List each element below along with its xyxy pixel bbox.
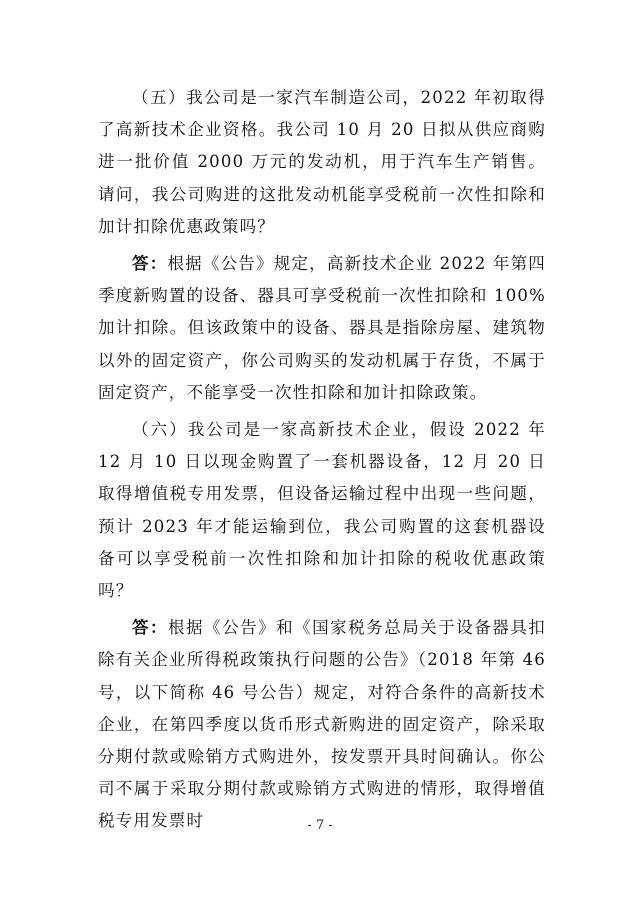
paragraph-text: 根据《公告》规定，高新技术企业 2022 年第四季度新购置的设备、器具可享受税前一次性扣除和 100%加计扣除。但该政策中的设备、器具是指除房屋、建筑物以外的固定资产，你公司购买的发动机属于存货，不属于固定资产，不能享受一次性扣除和加计扣除政策。 [98, 254, 547, 402]
answer-five-paragraph [98, 248, 546, 409]
paragraph-text: （六）我公司是一家高新技术企业，假设 2022 年 12 月 10 日以现金购置了一套机器设备，12 月 20 日取得增值税专用发票，但设备运输过程中出现一些问题，预计 2023 年才能运输到位，我公司购置的这套机器设备可以享受税前一次性扣除和加计扣除的税收优惠政策吗？ [98, 420, 546, 601]
question-six-paragraph [98, 414, 546, 607]
answer-label: 答： [132, 254, 168, 274]
paragraph-text: 根据《公告》和《国家税务总局关于设备器具扣除有关企业所得税政策执行问题的公告》（2018 年第 46 号，以下简称 46 号公告）规定，对符合条件的高新技术企业，在第四季度以货币形式新购进的固定资产，除采取分期付款或赊销方式购进外，按发票开具时间确认。你公司不属于采取分期付款或赊销方式购进的情形，取得增值税专用发票时 [98, 618, 546, 831]
answer-label: 答： [132, 618, 169, 638]
answer-six-paragraph [98, 612, 546, 837]
document-body [98, 82, 546, 843]
question-five-paragraph [98, 82, 546, 243]
paragraph-text: （五）我公司是一家汽车制造公司，2022 年初取得了高新技术企业资格。我公司 10 月 20 日拟从供应商购进一批价值 2000 万元的发动机，用于汽车生产销售。请问，我公司购进的这批发动机能享受税前一次性扣除和加计扣除优惠政策吗？ [98, 88, 546, 236]
page-number: - 7 - [307, 818, 333, 833]
